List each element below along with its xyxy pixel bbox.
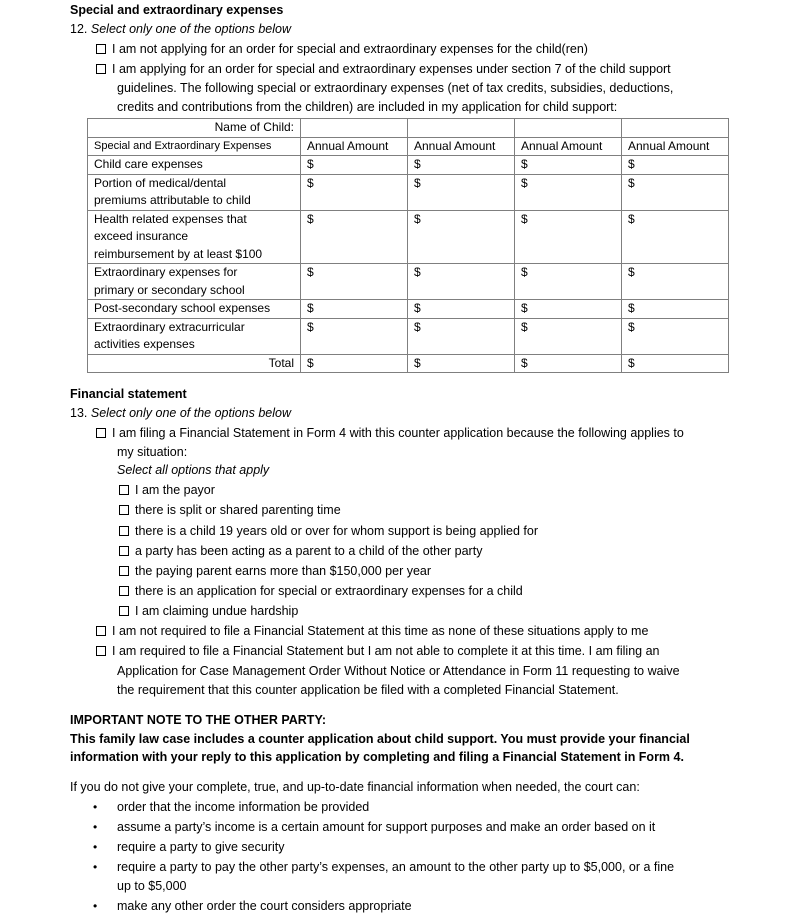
expense-label — [88, 318, 301, 354]
sub-option-label: I am claiming undue hardship — [135, 604, 299, 618]
option-label-line: I am applying for an order for special and extraordinary expenses under section 7 of the child support — [112, 62, 671, 76]
annual-amount-field[interactable] — [622, 318, 729, 354]
currency-symbol: $ — [414, 265, 421, 279]
expense-label — [88, 300, 301, 319]
total-row — [88, 354, 729, 373]
sub-instruction: Select all options that apply — [117, 463, 270, 477]
currency-symbol: $ — [414, 175, 421, 190]
child-name-row — [88, 119, 729, 138]
section-12-heading: Special and extraordinary expenses — [70, 3, 284, 17]
currency-symbol: $ — [521, 175, 528, 190]
expense-label-line: Extraordinary expenses for — [94, 265, 238, 279]
checkbox[interactable] — [119, 546, 129, 556]
expense-row — [88, 318, 729, 354]
sub-option[interactable] — [119, 564, 431, 578]
currency-symbol: $ — [628, 175, 635, 190]
important-note-heading: IMPORTANT NOTE TO THE OTHER PARTY: — [70, 713, 327, 727]
section-13-instruction — [70, 406, 291, 420]
expense-label-line: activities expenses — [94, 337, 195, 351]
section-number: 13. — [70, 406, 88, 420]
child-name-field[interactable] — [622, 119, 729, 138]
consequence-item: require a party to give security — [117, 840, 285, 854]
special-expenses-table — [87, 118, 729, 373]
consequence-item: up to $5,000 — [117, 879, 187, 893]
checkbox[interactable] — [96, 626, 106, 636]
currency-symbol: $ — [521, 301, 528, 315]
expense-label-line: Extraordinary extracurricular — [94, 319, 245, 334]
consequences-intro: If you do not give your complete, true, and up-to-date financial information when needed, the court can: — [70, 780, 640, 794]
annual-amount-field[interactable] — [622, 156, 729, 175]
expense-label — [88, 210, 301, 264]
sub-option[interactable] — [119, 604, 298, 618]
expense-label — [88, 264, 301, 300]
currency-symbol: $ — [414, 211, 421, 226]
bullet-icon: • — [93, 800, 98, 814]
expense-label-line: reimbursement by at least $100 — [94, 246, 263, 261]
expense-row — [88, 210, 729, 264]
annual-amount-field[interactable] — [515, 210, 622, 264]
currency-symbol: $ — [414, 355, 421, 370]
important-note-body-line: information with your reply to this application by completing and filing a Financial Statement in Form 4. — [70, 750, 684, 764]
annual-amount-field[interactable] — [622, 210, 729, 264]
checkbox[interactable] — [119, 526, 129, 536]
checkbox[interactable] — [119, 606, 129, 616]
expense-label — [88, 174, 301, 210]
expense-label-line: premiums attributable to child — [94, 193, 251, 207]
currency-symbol: $ — [521, 211, 528, 226]
currency-symbol: $ — [521, 319, 528, 334]
currency-symbol: $ — [307, 157, 314, 171]
option-label-line: guidelines. The following special or extraordinary expenses (net of tax credits, subsidies, deductions, — [117, 81, 674, 95]
currency-symbol: $ — [307, 211, 314, 226]
annual-amount-field[interactable] — [515, 264, 622, 300]
annual-amount-field[interactable] — [301, 174, 408, 210]
option-filing-financial-statement[interactable] — [96, 426, 684, 440]
currency-symbol: $ — [307, 175, 314, 190]
expense-row — [88, 156, 729, 175]
section-12-instruction — [70, 22, 291, 36]
checkbox[interactable] — [119, 566, 129, 576]
expense-label-line: Post-secondary school expenses — [94, 301, 271, 315]
currency-symbol: $ — [521, 157, 528, 171]
option-label-line: I am required to file a Financial Statement but I am not able to complete it at this time. I am filing an — [112, 644, 660, 658]
annual-amount-field[interactable] — [515, 300, 622, 319]
annual-amount-field[interactable] — [408, 318, 515, 354]
important-note-body-line: This family law case includes a counter application about child support. You must provide your financial — [70, 732, 690, 746]
currency-symbol: $ — [414, 157, 421, 171]
expense-row — [88, 300, 729, 319]
option-label-line: credits and contributions from the children) are included in my application for child support: — [117, 100, 618, 114]
option-label-line: the requirement that this counter application be filed with a completed Financial Statement. — [117, 683, 619, 697]
annual-amount-field[interactable] — [622, 264, 729, 300]
checkbox[interactable] — [96, 64, 106, 74]
annual-amount-field[interactable] — [408, 174, 515, 210]
bullet-icon: • — [93, 820, 98, 834]
consequence-item: assume a party’s income is a certain amount for support purposes and make an order based on it — [117, 820, 656, 834]
currency-symbol: $ — [628, 157, 635, 171]
sub-option[interactable] — [119, 584, 523, 598]
annual-amount-field[interactable] — [301, 300, 408, 319]
expense-label — [88, 156, 301, 175]
annual-amount-field[interactable] — [301, 156, 408, 175]
sub-option-label: there is a child 19 years old or over for whom support is being applied for — [135, 524, 538, 538]
annual-amount-field[interactable] — [301, 210, 408, 264]
sub-option-label: there is split or shared parenting time — [135, 503, 341, 517]
annual-amount-field[interactable] — [301, 318, 408, 354]
total-amount-field[interactable] — [622, 354, 729, 373]
option-label: I am not required to file a Financial Statement at this time as none of these situations apply to me — [112, 624, 649, 638]
expense-rows — [88, 156, 729, 355]
expenses-column-header: Special and Extraordinary Expenses — [88, 137, 301, 156]
annual-amount-field[interactable] — [515, 318, 622, 354]
sub-option-label: I am the payor — [135, 483, 215, 497]
currency-symbol: $ — [521, 355, 528, 370]
child-name-field[interactable] — [408, 119, 515, 138]
annual-amount-field[interactable] — [515, 174, 622, 210]
currency-symbol: $ — [307, 355, 314, 370]
currency-symbol: $ — [628, 265, 635, 279]
expense-label-line: Portion of medical/dental — [94, 175, 227, 190]
expense-row — [88, 264, 729, 300]
option-not-applying[interactable] — [96, 42, 588, 56]
bullet-icon: • — [93, 840, 98, 854]
bullet-icon: • — [93, 899, 98, 913]
annual-amount-field[interactable] — [408, 300, 515, 319]
sub-option-label: the paying parent earns more than $150,000 per year — [135, 564, 432, 578]
consequence-item: make any other order the court considers appropriate — [117, 899, 412, 913]
currency-symbol: $ — [628, 355, 635, 370]
sub-option[interactable] — [119, 483, 215, 497]
annual-amount-header: Annual Amount — [515, 137, 622, 156]
checkbox[interactable] — [119, 505, 129, 515]
annual-amount-field[interactable] — [622, 174, 729, 210]
bullet-icon: • — [93, 860, 98, 874]
sub-option-label: there is an application for special or extraordinary expenses for a child — [135, 584, 523, 598]
expense-label-line: exceed insurance — [94, 229, 189, 243]
currency-symbol: $ — [307, 265, 314, 279]
annual-amount-field[interactable] — [622, 300, 729, 319]
total-amount-field[interactable] — [408, 354, 515, 373]
checkbox[interactable] — [119, 485, 129, 495]
expense-row — [88, 174, 729, 210]
expense-label-line: primary or secondary school — [94, 282, 245, 297]
instruction-text: Select only one of the options below — [90, 22, 292, 36]
child-name-field[interactable] — [301, 119, 408, 138]
sub-option[interactable] — [119, 524, 538, 538]
currency-symbol: $ — [628, 319, 635, 334]
annual-amount-header: Annual Amount — [622, 137, 729, 156]
annual-amount-header: Annual Amount — [408, 137, 515, 156]
instruction-text: Select only one of the options below — [90, 406, 292, 420]
checkbox[interactable] — [96, 646, 106, 656]
option-required-unable[interactable] — [96, 644, 660, 658]
section-13-heading: Financial statement — [70, 387, 187, 401]
annual-amount-header: Annual Amount — [301, 137, 408, 156]
checkbox[interactable] — [96, 428, 106, 438]
name-of-child-label: Name of Child: — [88, 119, 301, 138]
child-name-field[interactable] — [515, 119, 622, 138]
sub-option-label: a party has been acting as a parent to a child of the other party — [135, 544, 483, 558]
total-label: Total — [88, 354, 301, 373]
option-label-line: my situation: — [117, 445, 188, 459]
currency-symbol: $ — [414, 301, 421, 315]
expense-label-line: Health related expenses that — [94, 211, 247, 226]
option-label-line: Application for Case Management Order Without Notice or Attendance in Form 11 requesting to waive — [117, 664, 680, 678]
annual-amount-field[interactable] — [515, 156, 622, 175]
option-label-line: I am filing a Financial Statement in Form 4 with this counter application because the following applies to — [112, 426, 684, 440]
checkbox[interactable] — [96, 44, 106, 54]
consequence-item: order that the income information be provided — [117, 800, 370, 814]
header-row — [88, 137, 729, 156]
option-label: I am not applying for an order for special and extraordinary expenses for the child(ren) — [112, 42, 588, 56]
annual-amount-field[interactable] — [408, 210, 515, 264]
currency-symbol: $ — [628, 211, 635, 226]
checkbox[interactable] — [119, 586, 129, 596]
currency-symbol: $ — [307, 301, 314, 315]
currency-symbol: $ — [521, 265, 528, 279]
currency-symbol: $ — [628, 301, 635, 315]
annual-amount-field[interactable] — [408, 264, 515, 300]
consequence-item: require a party to pay the other party’s expenses, an amount to the other party up to $5,000, or a fine — [117, 860, 675, 874]
section-number: 12. — [70, 22, 88, 36]
option-applying[interactable] — [96, 62, 671, 76]
annual-amount-field[interactable] — [301, 264, 408, 300]
option-not-required[interactable] — [96, 624, 648, 638]
sub-option[interactable] — [119, 503, 341, 517]
currency-symbol: $ — [414, 319, 421, 334]
total-amount-field[interactable] — [301, 354, 408, 373]
annual-amount-field[interactable] — [408, 156, 515, 175]
total-amount-field[interactable] — [515, 354, 622, 373]
expense-label-line: Child care expenses — [94, 157, 203, 171]
sub-option[interactable] — [119, 544, 482, 558]
currency-symbol: $ — [307, 319, 314, 334]
